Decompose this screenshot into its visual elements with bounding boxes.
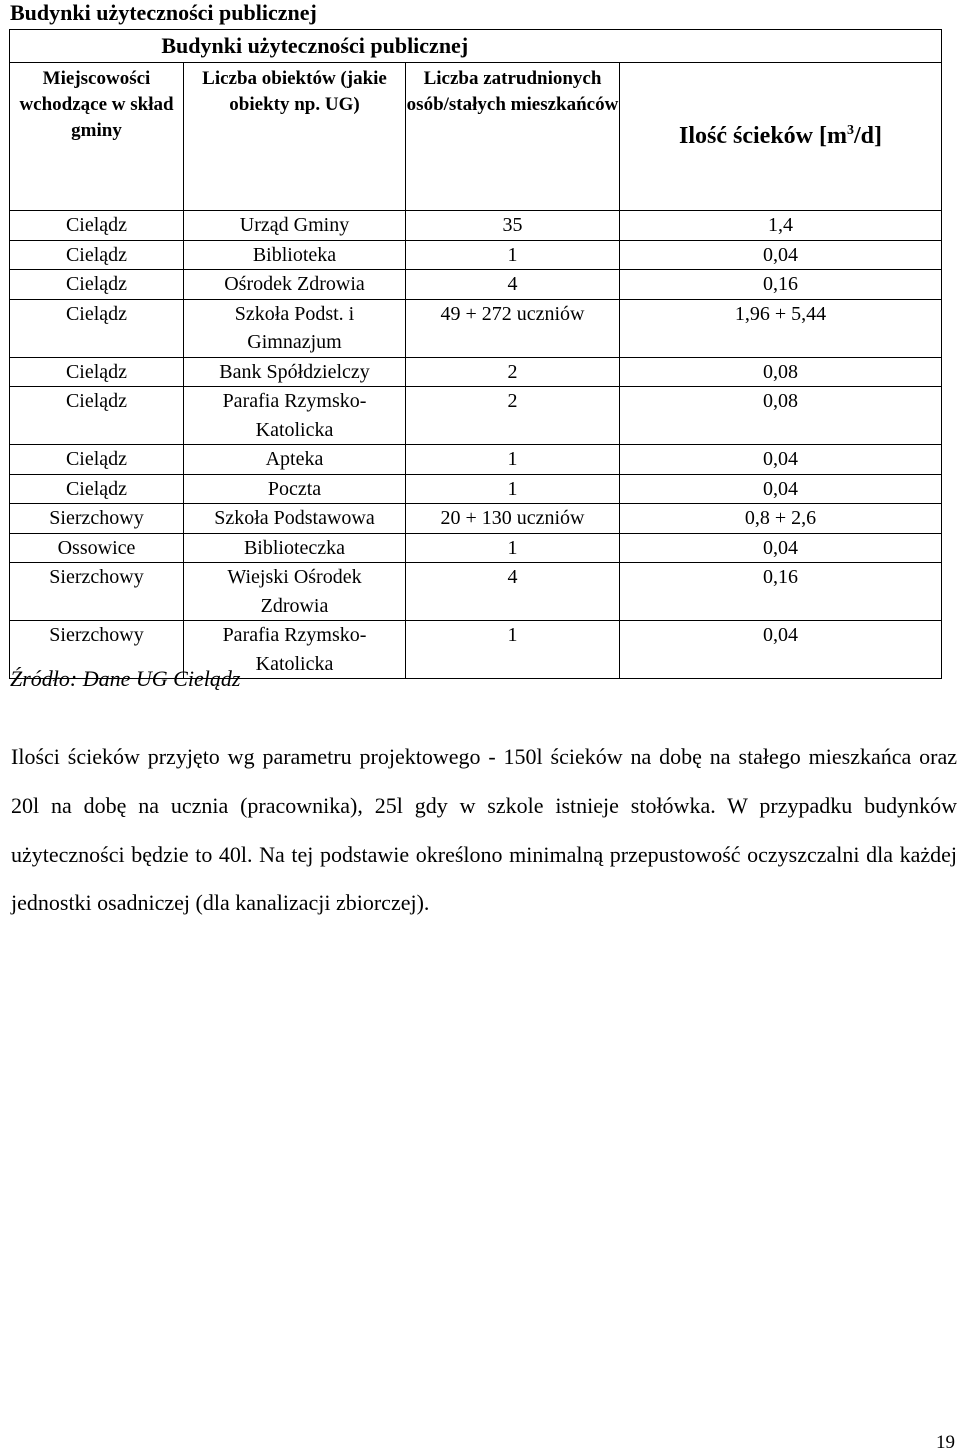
employees-cell — [406, 474, 620, 504]
employees-cell-text: 20 + 130 uczniów — [440, 507, 585, 529]
locality-cell-text: Cielądz — [65, 477, 128, 500]
table-row — [10, 387, 942, 445]
sewage-cell-text: 1,96 + 5,44 — [734, 302, 827, 325]
sewage-cell — [620, 270, 942, 300]
object-cell-text: Parafia Rzymsko-Katolicka — [222, 624, 367, 675]
employees-cell — [406, 270, 620, 300]
table-title-empty-cell — [620, 30, 942, 63]
sewage-cell-text: 0,04 — [763, 536, 798, 559]
table-row — [10, 211, 942, 241]
header-employees: Liczba zatrudnionych osób/stałych mieszkańców — [406, 63, 620, 211]
employees-cell — [406, 357, 620, 387]
object-cell — [184, 563, 406, 621]
employees-cell — [406, 211, 620, 241]
employees-cell-text: 1 — [507, 536, 518, 559]
table-row — [10, 270, 942, 300]
table-row — [10, 240, 942, 270]
sewage-cell-text: 0,16 — [763, 273, 798, 295]
header-sewage-volume-superscript: 3 — [846, 123, 854, 139]
object-cell-text: Szkoła Podstawowa — [214, 507, 375, 529]
table-row — [10, 474, 942, 504]
locality-cell-text: Cielądz — [65, 360, 128, 383]
sewage-cell — [620, 563, 942, 621]
locality-cell — [10, 270, 184, 300]
employees-cell-text: 4 — [507, 273, 518, 295]
sewage-cell-text: 0,04 — [763, 624, 798, 646]
employees-cell-text: 4 — [507, 566, 518, 588]
source-note: Źródło: Dane UG Cielądz — [10, 666, 241, 691]
locality-cell — [10, 211, 184, 241]
object-cell-text: Biblioteczka — [243, 536, 346, 559]
object-cell-text: Parafia Rzymsko-Katolicka — [222, 390, 367, 441]
sewage-cell-text: 0,04 — [763, 243, 798, 266]
employees-cell-text: 49 + 272 uczniów — [440, 302, 585, 325]
object-cell-text: Ośrodek Zdrowia — [224, 273, 365, 295]
locality-cell-text: Sierzchowy — [49, 566, 144, 588]
locality-cell-text: Cielądz — [65, 390, 128, 412]
object-cell — [184, 357, 406, 387]
sewage-cell — [620, 240, 942, 270]
object-cell — [184, 504, 406, 534]
employees-cell — [406, 299, 620, 357]
public-buildings-table — [9, 29, 942, 679]
locality-cell — [10, 563, 184, 621]
locality-cell — [10, 445, 184, 475]
table-title-row — [10, 30, 942, 63]
employees-cell — [406, 621, 620, 679]
locality-cell-text: Cielądz — [65, 214, 128, 236]
locality-cell — [10, 533, 184, 563]
employees-cell — [406, 387, 620, 445]
object-cell — [184, 211, 406, 241]
object-cell-text: Urząd Gminy — [239, 214, 350, 236]
table-title: Budynki użyteczności publicznej — [10, 30, 620, 63]
sewage-cell-text: 0,04 — [763, 448, 798, 470]
header-sewage-volume-prefix: Ilość ścieków [m — [679, 123, 847, 150]
table-row — [10, 445, 942, 475]
employees-cell-text: 1 — [507, 243, 518, 266]
object-cell — [184, 240, 406, 270]
employees-cell-text: 1 — [507, 477, 518, 500]
object-cell — [184, 533, 406, 563]
sewage-cell — [620, 621, 942, 679]
object-cell — [184, 445, 406, 475]
sewage-cell — [620, 533, 942, 563]
object-cell-text: Poczta — [267, 477, 322, 500]
sewage-cell — [620, 474, 942, 504]
table-row — [10, 299, 942, 357]
locality-cell-text: Ossowice — [57, 536, 136, 559]
object-cell — [184, 270, 406, 300]
sewage-cell-text: 0,08 — [763, 390, 798, 412]
sewage-cell — [620, 299, 942, 357]
object-cell-text: Bank Spółdzielczy — [219, 360, 370, 383]
header-object-count: Liczba obiektów (jakie obiekty np. UG) — [184, 63, 406, 211]
object-cell — [184, 299, 406, 357]
employees-cell — [406, 240, 620, 270]
table-row — [10, 563, 942, 621]
employees-cell — [406, 533, 620, 563]
object-cell-text: Szkoła Podst. i Gimnazjum — [234, 302, 355, 353]
employees-cell-text: 1 — [507, 624, 518, 646]
sewage-cell — [620, 504, 942, 534]
header-sewage-volume-suffix: /d] — [853, 123, 882, 150]
table-row — [10, 357, 942, 387]
employees-cell-text: 2 — [507, 360, 518, 383]
locality-cell — [10, 357, 184, 387]
header-sewage-volume — [620, 63, 942, 211]
object-cell-text: Wiejski Ośrodek Zdrowia — [227, 566, 362, 617]
locality-cell — [10, 299, 184, 357]
locality-cell-text: Sierzchowy — [49, 507, 144, 529]
sewage-cell-text: 0,04 — [763, 477, 798, 500]
locality-cell-text: Sierzchowy — [49, 624, 144, 646]
locality-cell — [10, 387, 184, 445]
table-header-row — [10, 63, 942, 211]
sewage-cell-text: 1,4 — [768, 214, 793, 236]
document-heading: Budynki użyteczności publicznej — [10, 0, 317, 25]
sewage-cell-text: 0,8 + 2,6 — [744, 507, 817, 529]
locality-cell-text: Cielądz — [65, 243, 128, 266]
locality-cell — [10, 474, 184, 504]
employees-cell — [406, 445, 620, 475]
sewage-cell — [620, 357, 942, 387]
locality-cell — [10, 240, 184, 270]
object-cell-text: Biblioteka — [252, 243, 337, 266]
locality-cell-text: Cielądz — [65, 448, 128, 470]
sewage-cell — [620, 211, 942, 241]
employees-cell — [406, 504, 620, 534]
body-paragraph: Ilości ścieków przyjęto wg parametru projektowego - 150l ścieków na dobę na stałego mieszkańca oraz 20l na dobę na ucznia (pracownika), 25l gdy w szkole istnieje stołówka. W przypadku budynków użyteczności będzie to 40l. Na tej podstawie określono minimalną przepustowość oczyszczalni dla każdej jednostki osadniczej (dla kanalizacji zbiorczej). — [11, 744, 957, 916]
page-number: 19 — [936, 1432, 955, 1453]
table-row — [10, 504, 942, 534]
sewage-cell — [620, 387, 942, 445]
employees-cell-text: 35 — [502, 214, 523, 236]
locality-cell — [10, 504, 184, 534]
employees-cell-text: 2 — [507, 390, 518, 412]
sewage-cell-text: 0,16 — [763, 566, 798, 588]
object-cell — [184, 387, 406, 445]
sewage-cell — [620, 445, 942, 475]
locality-cell-text: Cielądz — [65, 302, 128, 325]
table-row — [10, 533, 942, 563]
object-cell-text: Apteka — [265, 448, 324, 470]
employees-cell-text: 1 — [507, 448, 518, 470]
locality-cell-text: Cielądz — [65, 273, 128, 295]
header-localities: Miejscowości wchodzące w skład gminy — [10, 63, 184, 211]
object-cell — [184, 474, 406, 504]
sewage-cell-text: 0,08 — [763, 360, 798, 383]
employees-cell — [406, 563, 620, 621]
